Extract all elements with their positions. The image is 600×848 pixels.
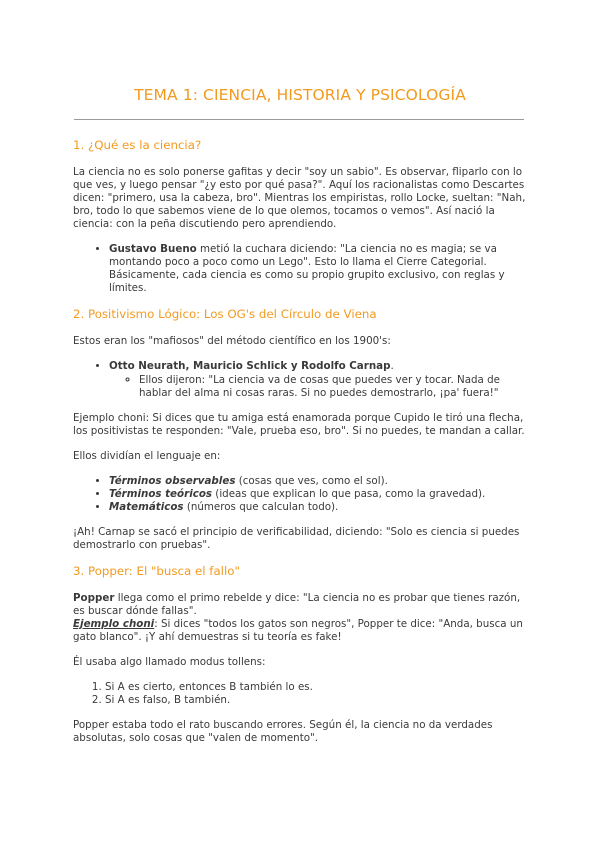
list-item-text: . [390, 360, 394, 372]
title-divider [74, 119, 524, 120]
example-label: Ejemplo choni [73, 618, 155, 630]
paragraph-text: : Si dices "todos los gatos son negros", Popper te dice: "Anda, busca un gato blanco". ¡Y ahí demuestras si tu teoría es fake! [73, 618, 523, 643]
section-3-example [73, 618, 528, 644]
page-title: TEMA 1: CIENCIA, HISTORIA Y PSICOLOGÍA [134, 86, 466, 104]
list-item [109, 360, 528, 400]
terms-list [73, 475, 528, 514]
term-desc: (cosas que ves, como el sol). [235, 475, 388, 487]
section-2-heading: 2. Positivismo Lógico: Los OG's del Círculo de Viena [73, 307, 377, 321]
section-1-list [73, 243, 528, 295]
list-item-text: metió la cuchara diciendo: "La ciencia no es magia; se va montando poco a poco como un Lego". Esto lo llama el Cierre Categorial. Básicamente, cada ciencia es como su propio grupito exclusivo, con reglas y límites. [109, 243, 505, 294]
list-item: 1. Si A es cierto, entonces B también lo es. [105, 681, 528, 694]
section-2-example: Ejemplo choni: Si dices que tu amiga está enamorada porque Cupido le tiró una flecha, los positivistas te responden: "Vale, prueba eso, bro". Si no puedes, te mandan a callar. [73, 412, 525, 437]
bold-names: Otto Neurath, Mauricio Schlick y Rodolfo Carnap [109, 360, 391, 372]
list-item [109, 488, 528, 501]
sub-list-item: ◦ Ellos dijeron: "La ciencia va de cosas que puedes ver y tocar. Nada de hablar del alma ni cosas raras. Si no puedes demostrarlo, ¡pa' fuera!" [139, 374, 528, 400]
section-2-list [73, 360, 528, 400]
term-label: Matemáticos [109, 501, 184, 513]
bold-name: Popper [73, 592, 115, 604]
list-item [109, 475, 528, 488]
section-1-heading: 1. ¿Qué es la ciencia? [73, 138, 202, 152]
paragraph-text: llega como el primo rebelde y dice: "La ciencia no es probar que tienes razón, es buscar dónde fallas". [73, 592, 521, 617]
section-2-language-intro: Ellos dividían el lenguaje en: [73, 450, 221, 462]
term-label: Términos teóricos [109, 488, 213, 500]
section-3-closing: Popper estaba todo el rato buscando errores. Según él, la ciencia no da verdades absolutas, solo cosas que "valen de momento". [73, 719, 493, 744]
term-desc: (números que calculan todo). [183, 501, 339, 513]
section-2-intro: Estos eran los "mafiosos" del método científico en los 1900's: [73, 335, 391, 347]
bold-name: Gustavo Bueno [109, 243, 197, 255]
section-1-paragraph: La ciencia no es solo ponerse gafitas y decir "soy un sabio". Es observar, fliparlo con lo que ves, y luego pensar "¿y esto por qué pasa?". Aquí los racionalistas como Descartes dicen: "primero, usa la cabeza, bro". Mientras los empiristas, rollo Locke, sueltan: "Nah, bro, todo lo que sabemos viene de lo que olemos, tocamos o vemos". Así nació la ciencia: con la peña discutiendo pero aprendiendo. [73, 166, 526, 230]
term-desc: (ideas que explican lo que pasa, como la gravedad). [212, 488, 486, 500]
list-item [109, 501, 528, 514]
sub-list [109, 374, 528, 400]
list-item [109, 243, 528, 295]
list-item: 2. Si A es falso, B también. [105, 694, 528, 707]
tollens-steps [73, 681, 528, 707]
section-3-tollens: Él usaba algo llamado modus tollens: [73, 656, 266, 668]
section-2-carnap: ¡Ah! Carnap se sacó el principio de verificabilidad, diciendo: "Solo es ciencia si puedes demostrarlo con pruebas". [73, 526, 520, 551]
section-3-heading: 3. Popper: El "busca el fallo" [73, 564, 240, 578]
document-body [73, 132, 528, 757]
section-3-popper [73, 592, 528, 618]
term-label: Términos observables [109, 475, 236, 487]
